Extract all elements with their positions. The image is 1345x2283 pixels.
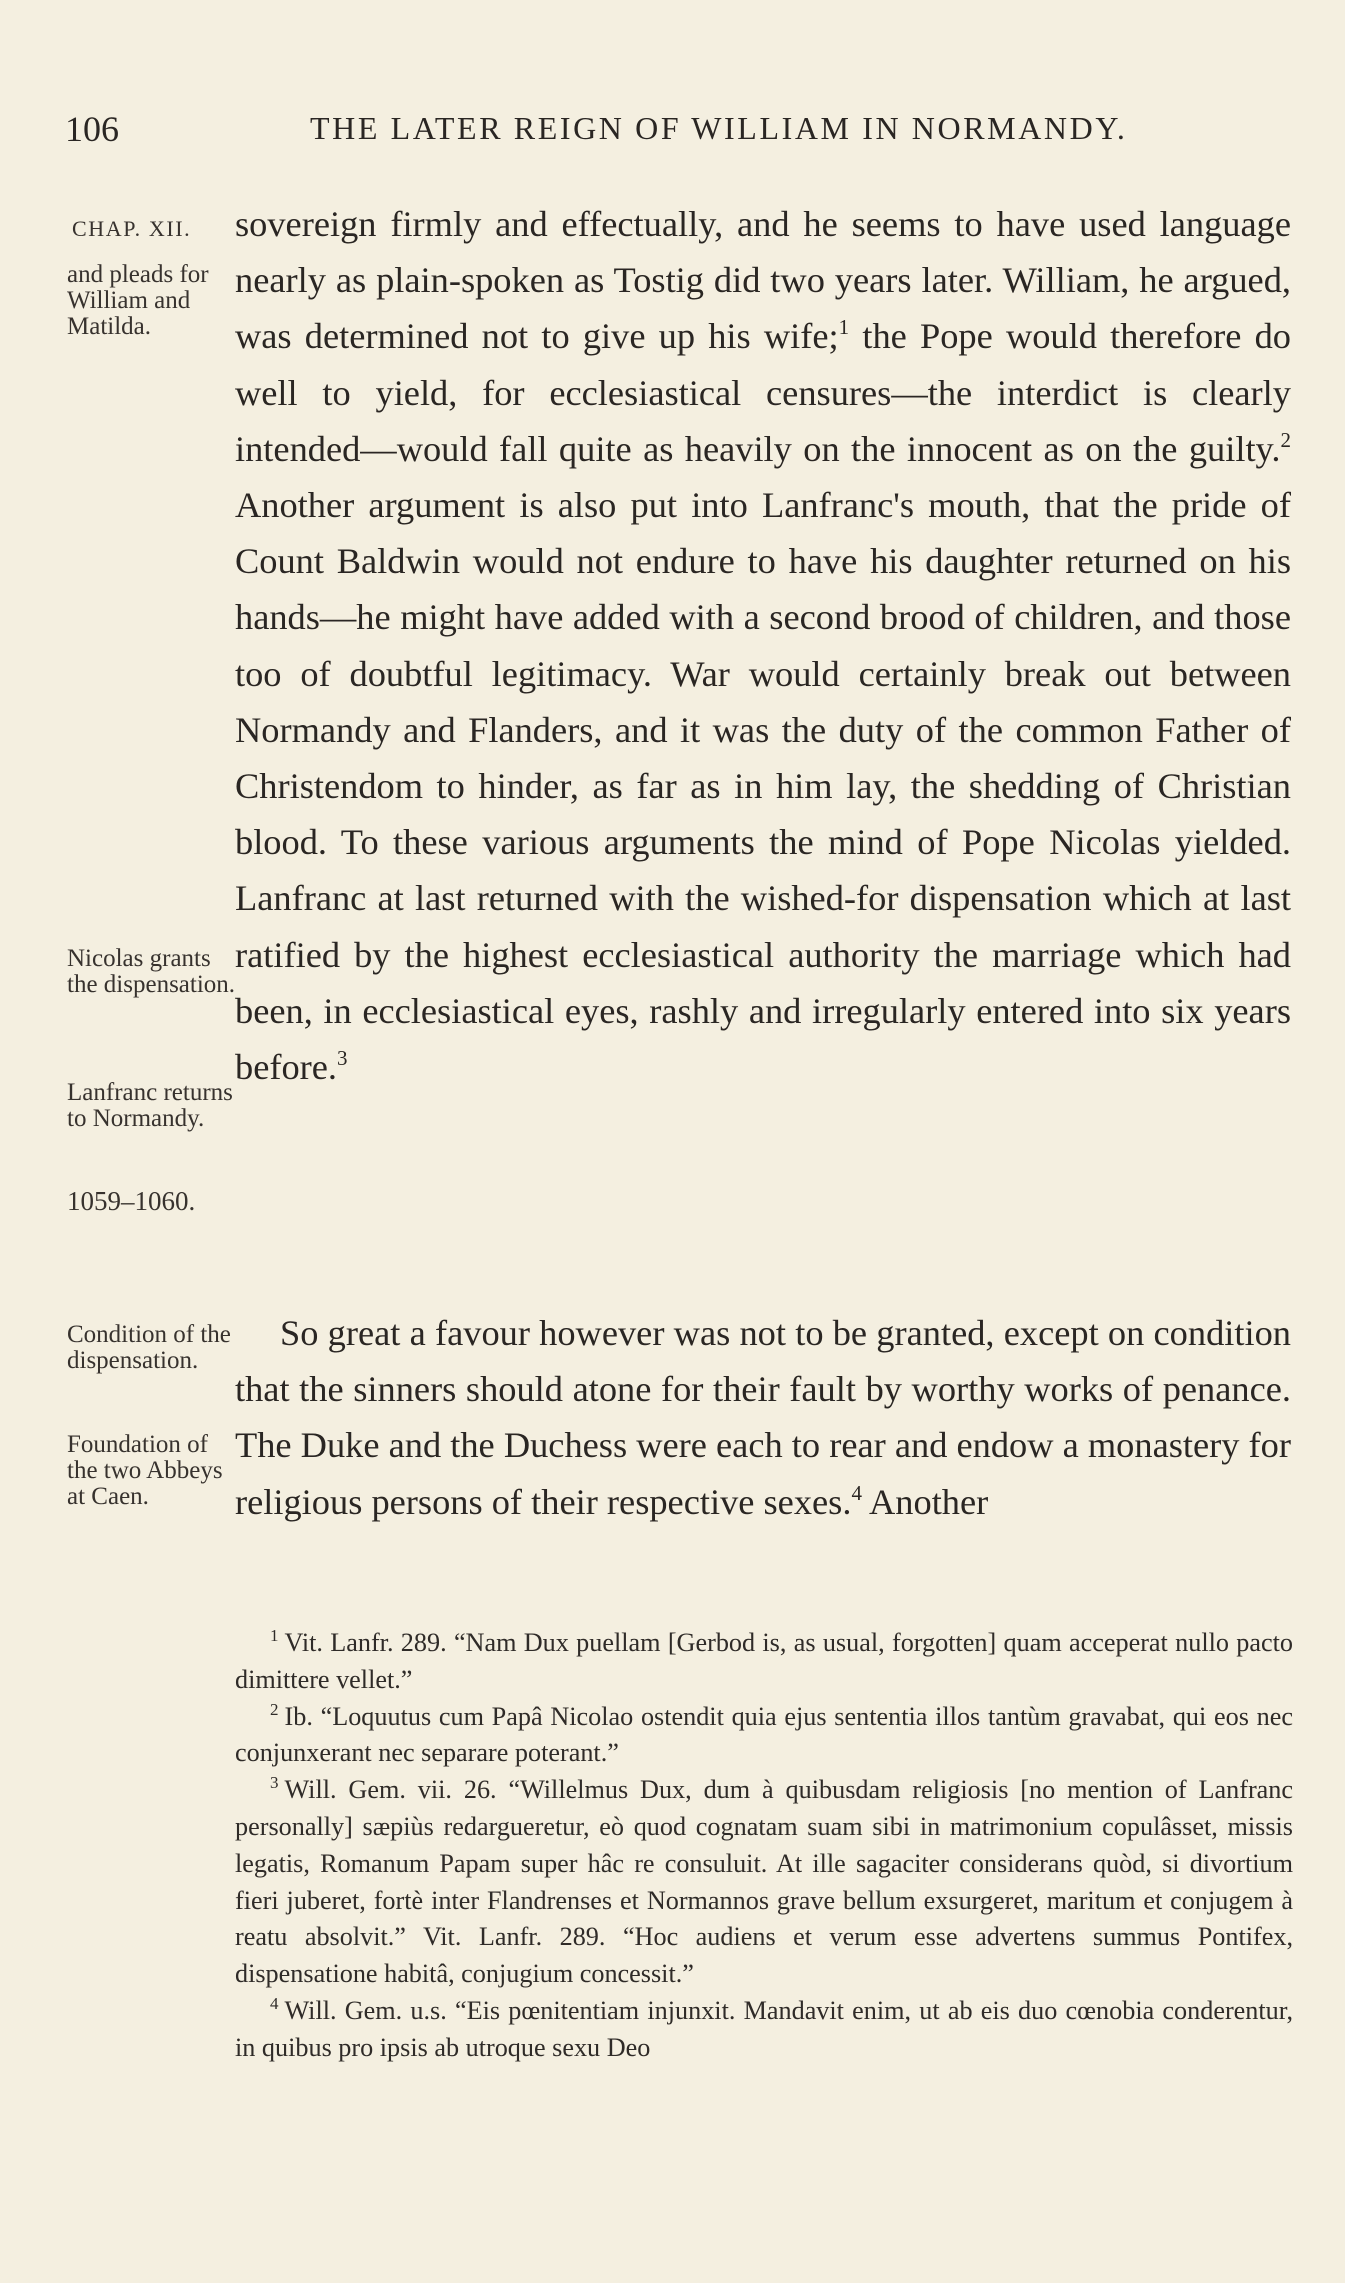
footnote-text: Will. Gem. vii. 26. “Willelmus Dux, dum à quibusdam religiosis [no mention of Lanfranc personally] sæpiùs redargueretur, eò quod cognatam suam sibi in matrimonium copulâsset, missis legatis, Romanum Papam super hâc re consuluit. At ille sagaciter considerans quòd, si divortium fieri juberet, fortè inter Flandrenses et Normannos grave bellum exsurgeret, maritum et conjugem à reatu absolvit.” Vit. Lanfr. 289. “Hoc audiens et verum esse advertens summus Pontifex, dispensatione habitâ, conjugium concessit.” [235,1775,1293,1989]
margin-note-pleads: and pleads for William and Matilda. [67,261,209,340]
footnote [235,1772,1293,1993]
margin-note-condition: Condition of the dispensation. [67,1321,231,1374]
footnote-ref: 2 [1280,427,1291,452]
body-paragraph-1 [235,196,1291,1095]
margin-note-lanfranc-returns: Lanfranc returns to Normandy. [67,1079,233,1132]
footnote-text: Ib. “Loquutus cum Papâ Nicolao ostendit quia ejus sententia illos tantùm gravabat, qui eos nec conjunxerant nec separare poterant.” [235,1701,1293,1768]
margin-note-foundation: Foundation of the two Abbeys at Caen. [67,1431,223,1510]
text-run: So great a favour however was not to be granted, except on condition that the sinners should atone for their fault by worthy works of penance. The Duke and the Duchess were each to rear and endow a monastery for religious persons of their respective sexes. [235,1313,1291,1522]
footnote-text: Will. Gem. u.s. “Eis pœnitentiam injunxit. Mandavit enim, ut ab eis duo cœnobia conderentur, in quibus pro ipsis ab utroque sexu Deo [235,1995,1293,2062]
text-run: Another [861,1481,989,1522]
footnote [235,1993,1293,2067]
footnotes [235,1625,1293,2067]
footnote-mark: 3 [270,1773,279,1793]
footnote-mark: 4 [270,1993,279,2013]
running-title: THE LATER REIGN OF WILLIAM IN NORMANDY. [310,110,1128,146]
chapter-label: CHAP. XII. [72,216,192,241]
footnote-text: Vit. Lanfr. 289. “Nam Dux puellam [Gerbod is, as usual, forgotten] quam acceperat nullo pacto dimittere vellet.” [235,1628,1293,1694]
footnote-mark: 2 [270,1699,279,1719]
margin-note-date: 1059–1060. [67,1186,196,1216]
footnote [235,1625,1293,1699]
page-number: 106 [65,109,119,149]
text-run: sovereign firmly and effectually, and he seems to have used language nearly as plain-spoken as Tostig did two years later. William, he argued, was determined not to give up his wife; [235,204,1291,357]
footnote-mark: 1 [270,1626,279,1645]
footnote-ref: 3 [337,1046,348,1071]
footnote [235,1699,1293,1773]
footnote-ref: 1 [838,315,850,340]
margin-note-dispensation: Nicolas grants the dispensation. [67,945,236,998]
footnote-ref: 4 [851,1480,862,1505]
text-run: Another argument is also put into Lanfranc's mouth, that the pride of Count Baldwin would not endure to have his daughter returned on his hands—he might have added with a second brood of children, and those too of doubtful legitimacy. War would certainly break out between Normandy and Flanders, and it was the duty of the common Father of Christendom to hinder, as far as in him lay, the shedding of Christian blood. To these various arguments the mind of Pope Nicolas yielded. Lanfranc at last returned with the wished-for dispensation which at last ratified by the highest ecclesiastical authority the marriage which had been, in ecclesiastical eyes, rashly and irregularly entered into six years before. [235,485,1291,1088]
text-run: the Pope would therefore do well to yield, for ecclesiastical censures—the interdict is clearly intended—would fall quite as heavily on the innocent as on the guilty. [235,316,1291,469]
page-header [65,108,1285,158]
body-paragraph-2 [235,1305,1291,1530]
